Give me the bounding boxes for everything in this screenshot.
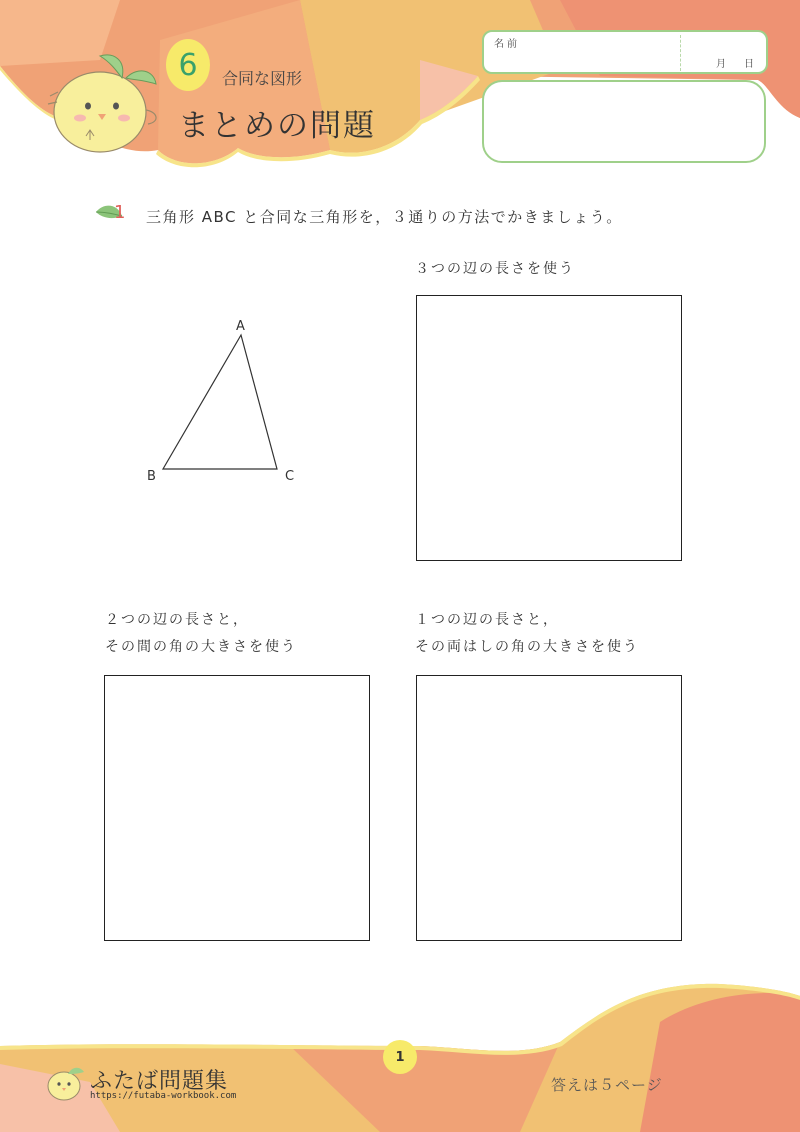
- brand-name: ふたば問題集: [90, 1069, 229, 1094]
- page-number: 1: [395, 1049, 405, 1065]
- leaf-marker-icon: [94, 198, 134, 230]
- drawing-box-one-side[interactable]: [416, 675, 682, 941]
- question-text: 三角形 ABC と合同な三角形を，３通りの方法でかきましょう。: [146, 208, 623, 226]
- vertex-a-label: A: [236, 319, 245, 334]
- name-date-divider: [680, 35, 681, 71]
- method-two-sides-label: [105, 607, 297, 661]
- question-number: 1: [114, 202, 126, 223]
- brand-url[interactable]: https://futaba-workbook.com: [90, 1091, 237, 1101]
- name-label: 名前: [494, 39, 520, 50]
- score-box[interactable]: [482, 80, 766, 163]
- unit-number: 6: [178, 47, 198, 83]
- method-two-sides-line2: その間の角の大きさを使う: [105, 639, 297, 655]
- method-three-sides-label: [415, 256, 575, 283]
- page-number-badge: [383, 1040, 417, 1074]
- method-three-sides-text: ３つの辺の長さを使う: [415, 261, 575, 277]
- page-title: まとめの問題: [178, 108, 376, 144]
- name-field[interactable]: [482, 30, 768, 74]
- drawing-box-two-sides[interactable]: [104, 675, 370, 941]
- unit-title: 合同な図形: [222, 69, 303, 88]
- vertex-c-label: C: [285, 469, 295, 484]
- method-two-sides-line1: ２つの辺の長さと，: [105, 612, 249, 628]
- month-label: 月: [716, 59, 726, 70]
- answer-reference: 答えは５ページ: [551, 1076, 663, 1094]
- vertex-b-label: B: [147, 469, 156, 484]
- unit-number-badge: [166, 39, 210, 91]
- method-one-side-label: [415, 607, 639, 661]
- triangle-shape: [163, 335, 277, 469]
- day-label: 日: [744, 59, 754, 70]
- triangle-abc: [130, 310, 310, 490]
- drawing-box-three-sides[interactable]: [416, 295, 682, 561]
- method-one-side-line1: １つの辺の長さと，: [415, 612, 559, 628]
- method-one-side-line2: その両はしの角の大きさを使う: [415, 639, 639, 655]
- footer-mascot-icon: [44, 1062, 88, 1106]
